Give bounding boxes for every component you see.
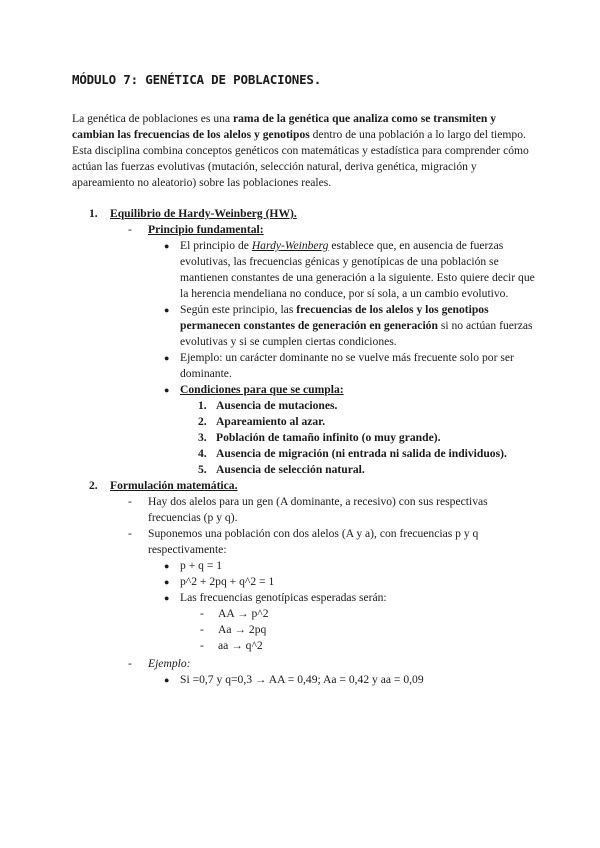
condition-item xyxy=(198,462,540,478)
genotype-item xyxy=(200,606,540,622)
condition-item xyxy=(198,430,540,446)
bullet-icon: ● xyxy=(164,353,170,363)
condition-number: 1. xyxy=(198,399,207,412)
condition-item xyxy=(198,446,540,462)
dash-marker: - xyxy=(128,223,132,236)
bullet-bold-text: frecuencias de los alelos y los genotipos permanecen constantes de generación en generación xyxy=(180,303,489,332)
list-item xyxy=(164,574,540,590)
section-1-number: 1. xyxy=(89,207,98,220)
condition-number: 5. xyxy=(198,463,207,476)
bullet-icon: ● xyxy=(164,675,170,685)
list-item xyxy=(164,558,540,574)
dash-text: Hay dos alelos para un gen (A dominante, a recesivo) con sus respectivas frecuencias (p y q). xyxy=(148,495,488,524)
dash-marker: - xyxy=(200,607,204,620)
bullet-icon: ● xyxy=(164,593,170,603)
dash-marker: - xyxy=(128,495,132,508)
list-item xyxy=(164,350,540,382)
bullet-text: Ejemplo: un carácter dominante no se vuelve más frecuente solo por ser dominante. xyxy=(180,351,514,380)
list-item xyxy=(164,382,540,398)
bullet-text-part: Según este principio, las xyxy=(180,303,297,316)
dash-marker: - xyxy=(128,527,132,540)
principle-heading xyxy=(128,222,540,238)
bullet-icon: ● xyxy=(164,241,170,251)
condition-number: 2. xyxy=(198,415,207,428)
condition-item xyxy=(198,398,540,414)
list-item xyxy=(128,526,540,558)
dash-text: Suponemos una población con dos alelos (A y a), con frecuencias p y q respectivamente: xyxy=(148,527,479,556)
genotype-item xyxy=(200,622,540,638)
genotype-text: AA → p^2 xyxy=(218,607,269,620)
section-1-heading xyxy=(89,206,540,222)
bullet-icon: ● xyxy=(164,385,170,395)
list-item xyxy=(164,590,540,606)
section-2-heading xyxy=(89,478,540,494)
bullet-text-part: si no actúan fuerzas evolutivas y si se cumplen ciertas condiciones. xyxy=(180,319,533,348)
genotype-text: Aa → 2pq xyxy=(218,623,267,636)
condition-item xyxy=(198,414,540,430)
list-item xyxy=(164,238,540,302)
condition-number: 3. xyxy=(198,431,207,444)
intro-text: La genética de poblaciones es una xyxy=(72,112,233,125)
dash-marker: - xyxy=(128,657,132,670)
section-2-title: Formulación matemática. xyxy=(110,479,238,492)
equation-text: p + q = 1 xyxy=(180,559,223,572)
intro-bold-text: rama de la genética que analiza como se transmiten y cambian las frecuencias de los alelos y genotipos xyxy=(72,112,497,141)
bullet-text xyxy=(180,302,540,350)
intro-paragraph xyxy=(72,111,540,191)
list-item xyxy=(164,672,540,688)
condition-text: Ausencia de selección natural. xyxy=(216,463,365,476)
page-title: MÓDULO 7: GENÉTICA DE POBLACIONES. xyxy=(72,72,322,87)
example-label: Ejemplo: xyxy=(148,657,191,670)
bullet-icon: ● xyxy=(164,305,170,315)
bullet-icon: ● xyxy=(164,561,170,571)
list-item xyxy=(128,494,540,526)
condition-text: Apareamiento al azar. xyxy=(216,415,326,428)
bullet-text-part: establece que, en ausencia de fuerzas evolutivas, las frecuencias génicas y genotípicas de una población se mantienen constantes de una generación a la siguiente. Esto quiere decir que la herencia mendeliana no conduce, por sí sola, a un cambio evolutivo. xyxy=(180,239,535,300)
condition-number: 4. xyxy=(198,447,207,460)
genotype-text: aa → q^2 xyxy=(218,639,263,652)
bullet-text-part: El principio de xyxy=(180,239,252,252)
equation-text: p^2 + 2pq + q^2 = 1 xyxy=(180,575,275,588)
hardy-weinberg-link[interactable]: Hardy-Weinberg xyxy=(251,239,329,252)
condition-text: Ausencia de mutaciones. xyxy=(216,399,338,412)
example-text: Si =0,7 y q=0,3 → AA = 0,49; Aa = 0,42 y aa = 0,09 xyxy=(180,673,424,686)
conditions-heading: Condiciones para que se cumpla: xyxy=(180,383,344,396)
dash-marker: - xyxy=(200,639,204,652)
list-item xyxy=(128,656,540,672)
list-item xyxy=(164,302,540,350)
dash-marker: - xyxy=(200,623,204,636)
section-2-number: 2. xyxy=(89,479,98,492)
intro-text-cont: dentro de una población a lo largo del tiempo. Esta disciplina combina conceptos genéticos con matemáticas y estadística para comprender cómo actúan las fuerzas evolutivas (mutación, selección natural, deriva genética, migración y apareamiento no aleatorio) sobre las poblaciones reales. xyxy=(72,128,529,189)
bullet-icon: ● xyxy=(164,577,170,587)
genotype-item xyxy=(200,638,540,654)
condition-text: Población de tamaño infinito (o muy grande). xyxy=(216,431,441,444)
bullet-text xyxy=(180,238,540,302)
condition-text: Ausencia de migración (ni entrada ni salida de individuos). xyxy=(216,447,507,460)
bullet-text: Las frecuencias genotípicas esperadas serán: xyxy=(180,591,387,604)
section-1-title: Equilibrio de Hardy-Weinberg (HW). xyxy=(110,207,297,220)
principle-title: Principio fundamental: xyxy=(148,223,264,236)
